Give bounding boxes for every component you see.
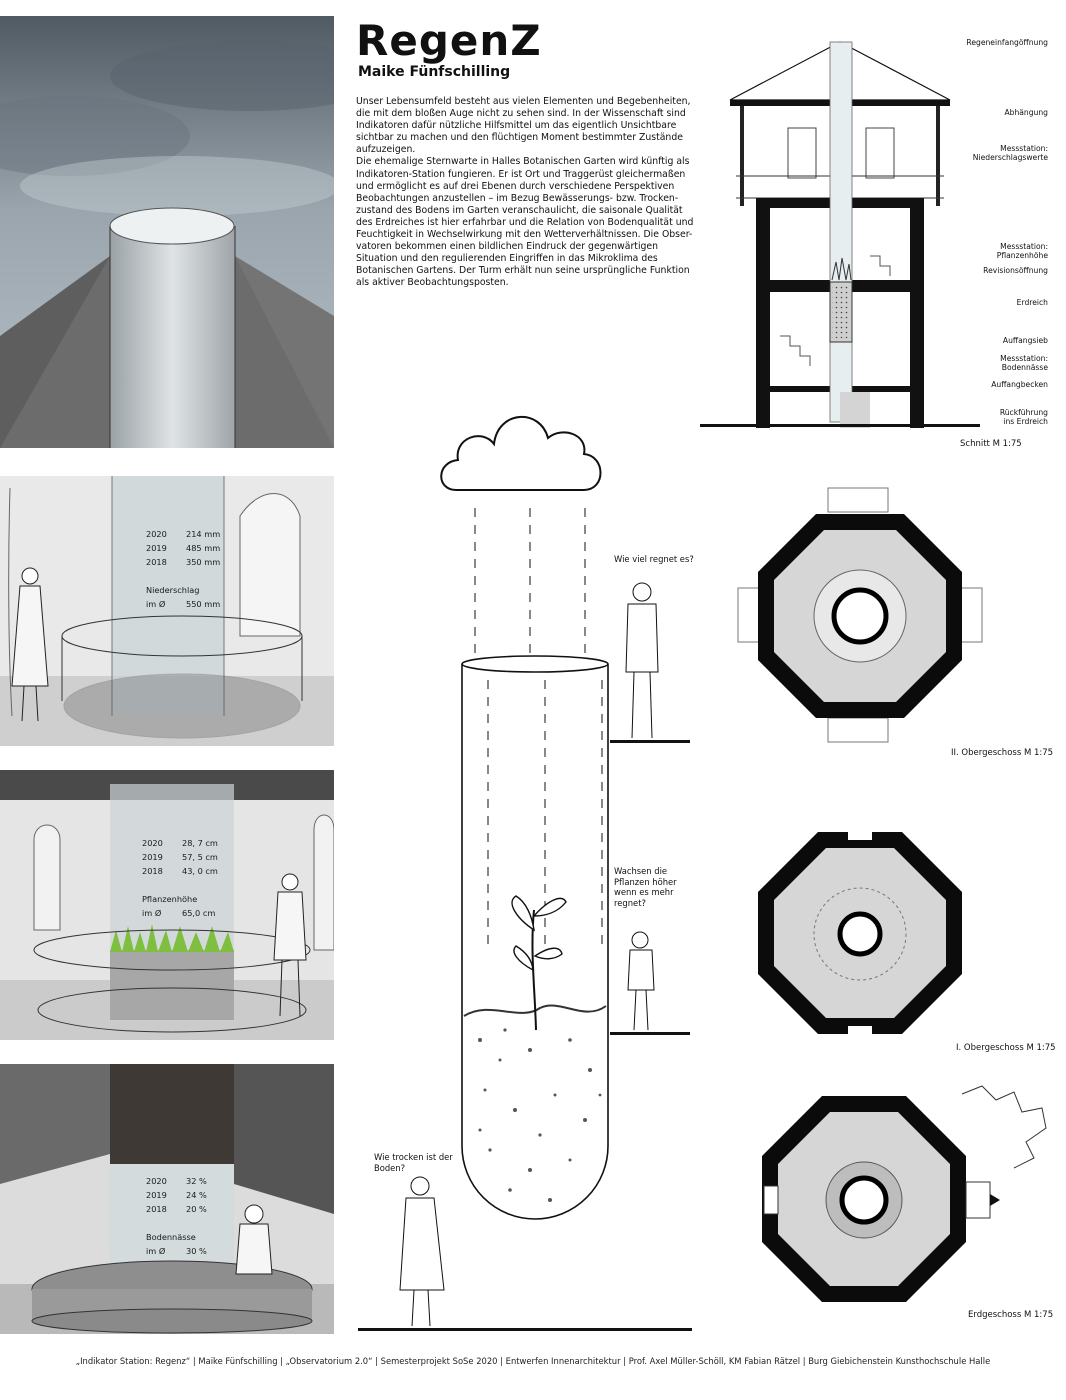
intro-text bbox=[356, 96, 696, 290]
soil-value-1: 24 % bbox=[186, 1190, 207, 1200]
rain-value-0: 214 mm bbox=[186, 529, 221, 539]
caption-section: Schnitt M 1:75 bbox=[960, 439, 1022, 449]
page-title: RegenZ bbox=[356, 16, 542, 65]
plants-year-1: 2019 bbox=[142, 852, 163, 862]
rain-avg-value: 550 mm bbox=[186, 599, 221, 609]
footer-credits: „Indikator Station: Regenz“ | Maike Fünfschilling | „Observatorium 2.0“ | Semesterprojekt SoSe 2020 | Entwerfen Innenarchitektur | Prof. Axel Müller-Schöll, KM Fabian Rätzel | Burg Giebichenstein Kunsthochschule Halle bbox=[75, 1356, 991, 1366]
soil-year-2: 2018 bbox=[146, 1204, 167, 1214]
soil-avg-value: 30 % bbox=[186, 1246, 207, 1256]
plants-avg-value: 65,0 cm bbox=[182, 908, 216, 918]
label-regeneinfang: Regeneinfangöffnung bbox=[966, 38, 1048, 47]
question-soil: Wie trocken ist der Boden? bbox=[374, 1152, 453, 1173]
plants-year-0: 2020 bbox=[142, 838, 163, 848]
soil-value-2: 20 % bbox=[186, 1204, 207, 1214]
caption-plan0: Erdgeschoss M 1:75 bbox=[968, 1310, 1054, 1320]
plants-value-1: 57, 5 cm bbox=[182, 852, 218, 862]
stat-plants bbox=[142, 838, 218, 918]
label-revision: Revisionsöffnung bbox=[983, 266, 1048, 275]
rooftop-render bbox=[0, 16, 334, 448]
label-rueckfuehrung: Rückführung ins Erdreich bbox=[999, 408, 1048, 426]
plants-value-2: 43, 0 cm bbox=[182, 866, 218, 876]
rain-year-1: 2019 bbox=[146, 543, 167, 553]
plants-avg-label: im Ø bbox=[142, 908, 162, 918]
question-plants: Wachsen die Pflanzen höher wenn es mehr regnet? bbox=[614, 866, 677, 908]
label-erdreich: Erdreich bbox=[1016, 298, 1048, 307]
render-rain-station bbox=[0, 476, 334, 746]
label-pflanzenhoehe: Messstation: Pflanzenhöhe bbox=[996, 242, 1048, 260]
stat-soil bbox=[146, 1176, 207, 1256]
plants-value-0: 28, 7 cm bbox=[182, 838, 218, 848]
plants-label: Pflanzenhöhe bbox=[142, 894, 198, 904]
plants-year-2: 2018 bbox=[142, 866, 163, 876]
soil-value-0: 32 % bbox=[186, 1176, 207, 1186]
soil-year-0: 2020 bbox=[146, 1176, 167, 1186]
label-abhaengung: Abhängung bbox=[1004, 108, 1048, 117]
label-bodennaesse: Messstation: Bodennässe bbox=[1000, 354, 1048, 372]
plan-first-floor bbox=[752, 828, 972, 1038]
caption-plan2: II. Obergeschoss M 1:75 bbox=[951, 748, 1054, 758]
plan-ground-floor bbox=[752, 1082, 1052, 1308]
label-auffangbecken: Auffangbecken bbox=[991, 380, 1048, 389]
author-name: Maike Fünfschilling bbox=[358, 64, 511, 80]
rain-value-2: 350 mm bbox=[186, 557, 221, 567]
rain-avg-label: im Ø bbox=[146, 599, 166, 609]
plan-second-floor bbox=[736, 484, 986, 746]
intro-paragraph: Unser Lebensumfeld besteht aus vielen Elementen und Begebenheiten, die mit dem bloßen Auge nicht zu sehen sind. In der Wissenschaft sind Indikatoren dafür nützliche Hilfsmittel um das eigentlich Unsichtbare sichtbar zu machen und den flüchtigen Moment bestimmter Zustände aufzuzeigen. Die ehemalige Sternwarte in Halles Botanischen Garten wird künftig als Indikatoren-Station fungieren. Er ist Ort und Traggerüst gleichermaßen und ermöglicht es auf drei Ebenen durch verschiedene Perspektiven Beobachtungen anzustellen – im Bezug Bewässerungs- bzw. Trocken-zustand des Bodens im Garten veranschaulicht, die saisonale Qualität des Erdreiches ist hier erfahrbar und die Relation von Bodenqualität und Feuchtigkeit in Wechselwirkung mit den Wetterverhältnissen. Die Obser-vatoren bekommen einen bildlichen Eindruck der gegenwärtigen Situation und den regulierenden Eingriffen in das Mikroklima des Botanischen Gartens. Der Turm erhält nun seine ursprüngliche Funktion als aktiver Beobachtungsposten. bbox=[356, 96, 694, 289]
stat-rain bbox=[146, 529, 220, 609]
caption-plan1: I. Obergeschoss M 1:75 bbox=[956, 1043, 1056, 1053]
rain-year-2: 2018 bbox=[146, 557, 167, 567]
rain-year-0: 2020 bbox=[146, 529, 167, 539]
soil-avg-label: im Ø bbox=[146, 1246, 166, 1256]
rain-value-1: 485 mm bbox=[186, 543, 221, 553]
label-auffangsieb: Auffangsieb bbox=[1002, 336, 1048, 345]
label-niederschlag: Messstation: Niederschlagswerte bbox=[972, 144, 1048, 162]
rain-label: Niederschlag bbox=[146, 585, 200, 595]
cloud-tube-diagram bbox=[340, 390, 700, 1336]
soil-year-1: 2019 bbox=[146, 1190, 167, 1200]
question-rain: Wie viel regnet es? bbox=[614, 554, 694, 564]
soil-label: Bodennässe bbox=[146, 1232, 196, 1242]
